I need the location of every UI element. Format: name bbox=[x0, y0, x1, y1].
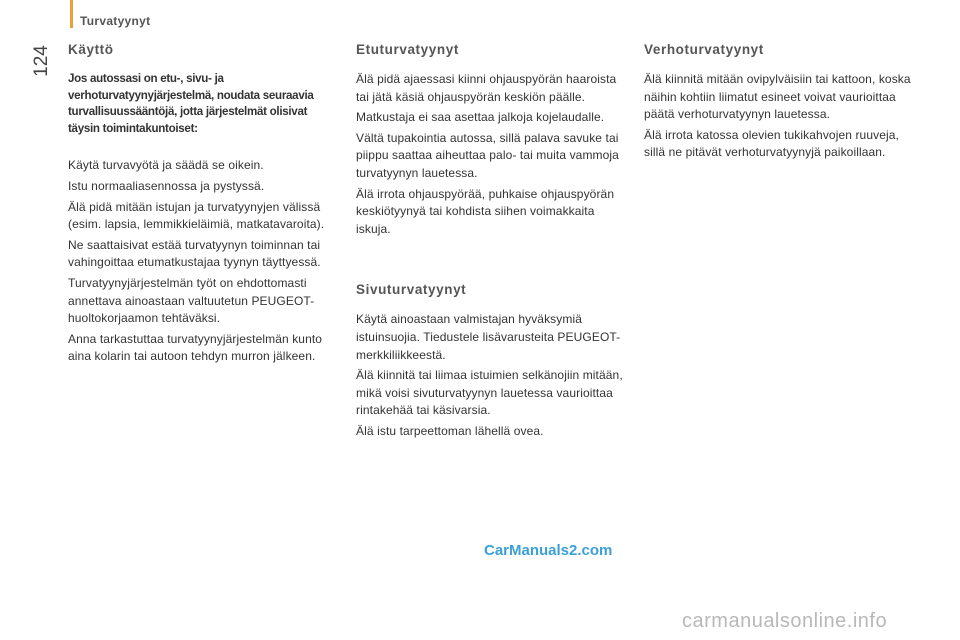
heading-side-airbags: Sivuturvatyynyt bbox=[356, 282, 467, 298]
paragraph: Vältä tupakointia autossa, sillä palava savuke tai piippu saattaa aiheuttaa palo- tai muita vammoja turvatyynyn lauetessa. bbox=[356, 130, 619, 180]
paragraph: Älä irrota ohjauspyörää, puhkaise ohjauspyörän keskiötyynyä tai kohdista siihen voimakkaita iskuja. bbox=[356, 186, 615, 236]
paragraph: Matkustaja ei saa asettaa jalkoja kojelaudalle. bbox=[356, 110, 605, 125]
watermark-text: carmanualsonline.info bbox=[682, 610, 888, 632]
column-front-airbags bbox=[356, 42, 628, 444]
heading-front-airbags: Etuturvatyynyt bbox=[356, 42, 459, 57]
paragraph: Käytä turvavyötä ja säädä se oikein. bbox=[68, 158, 264, 173]
column-usage bbox=[68, 42, 340, 369]
paragraph: Turvatyynyjärjestelmän työt on ehdottomasti annettava ainoastaan valtuutetun PEUGEOT-huoltokorjaamon tehtäväksi. bbox=[68, 275, 315, 326]
heading-curtain-airbags: Verhoturvatyynyt bbox=[644, 42, 764, 57]
intro-paragraph: Jos autossasi on etu-, sivu- ja verhoturvatyynyjärjestelmä, noudata seuraavia turvallisuussääntöjä, jotta järjestelmät olisivat täysin toimintakuntoiset: bbox=[68, 72, 314, 135]
page-number: 124 bbox=[31, 45, 52, 77]
paragraph: Anna tarkastuttaa turvatyynyjärjestelmän kunto aina kolarin tai autoon tehdyn murron jälkeen. bbox=[68, 331, 323, 364]
paragraph: Käytä ainoastaan valmistajan hyväksymiä istuinsuojia. Tiedustele lisävarusteita PEUGEOT-merkkiliikkeestä. bbox=[356, 312, 621, 362]
paragraph: Älä pidä ajaessasi kiinni ohjauspyörän haaroista tai jätä käsiä ohjauspyörän keskiön päälle. bbox=[356, 72, 617, 104]
paragraph: Älä kiinnitä tai liimaa istuimien selkänojiin mitään, mikä voisi sivuturvatyynyn lauetessa vaurioittaa rintakehää tai käsivarsia. bbox=[356, 368, 623, 418]
paragraph: Ne saattaisivat estää turvatyynyn toiminnan tai vahingoittaa etumatkustajaa tyynyn täyttyessä. bbox=[68, 237, 321, 270]
section-accent-bar bbox=[70, 0, 73, 28]
paragraph: Älä pidä mitään istujan ja turvatyynyjen välissä (esim. lapsia, lemmikkieläimiä, matkatavaroita). bbox=[68, 199, 325, 232]
paragraph: Älä kiinnitä mitään ovipylväisiin tai kattoon, koska näihin kohtiin liimatut esineet voivat vaurioittaa päätä verhoturvatyynyn lauetessa. bbox=[644, 72, 911, 122]
paragraph: Istu normaaliasennossa ja pystyssä. bbox=[68, 178, 265, 193]
column-curtain-airbags bbox=[644, 42, 916, 165]
heading-usage: Käyttö bbox=[68, 42, 114, 57]
paragraph: Älä istu tarpeettoman lähellä ovea. bbox=[356, 423, 544, 438]
paragraph: Älä irrota katossa olevien tukikahvojen ruuveja, sillä ne pitävät verhoturvatyynyjä paikoillaan. bbox=[644, 127, 899, 160]
section-tag: Turvatyynyt bbox=[80, 14, 151, 28]
watermark-link[interactable]: CarManuals2.com bbox=[484, 542, 613, 559]
